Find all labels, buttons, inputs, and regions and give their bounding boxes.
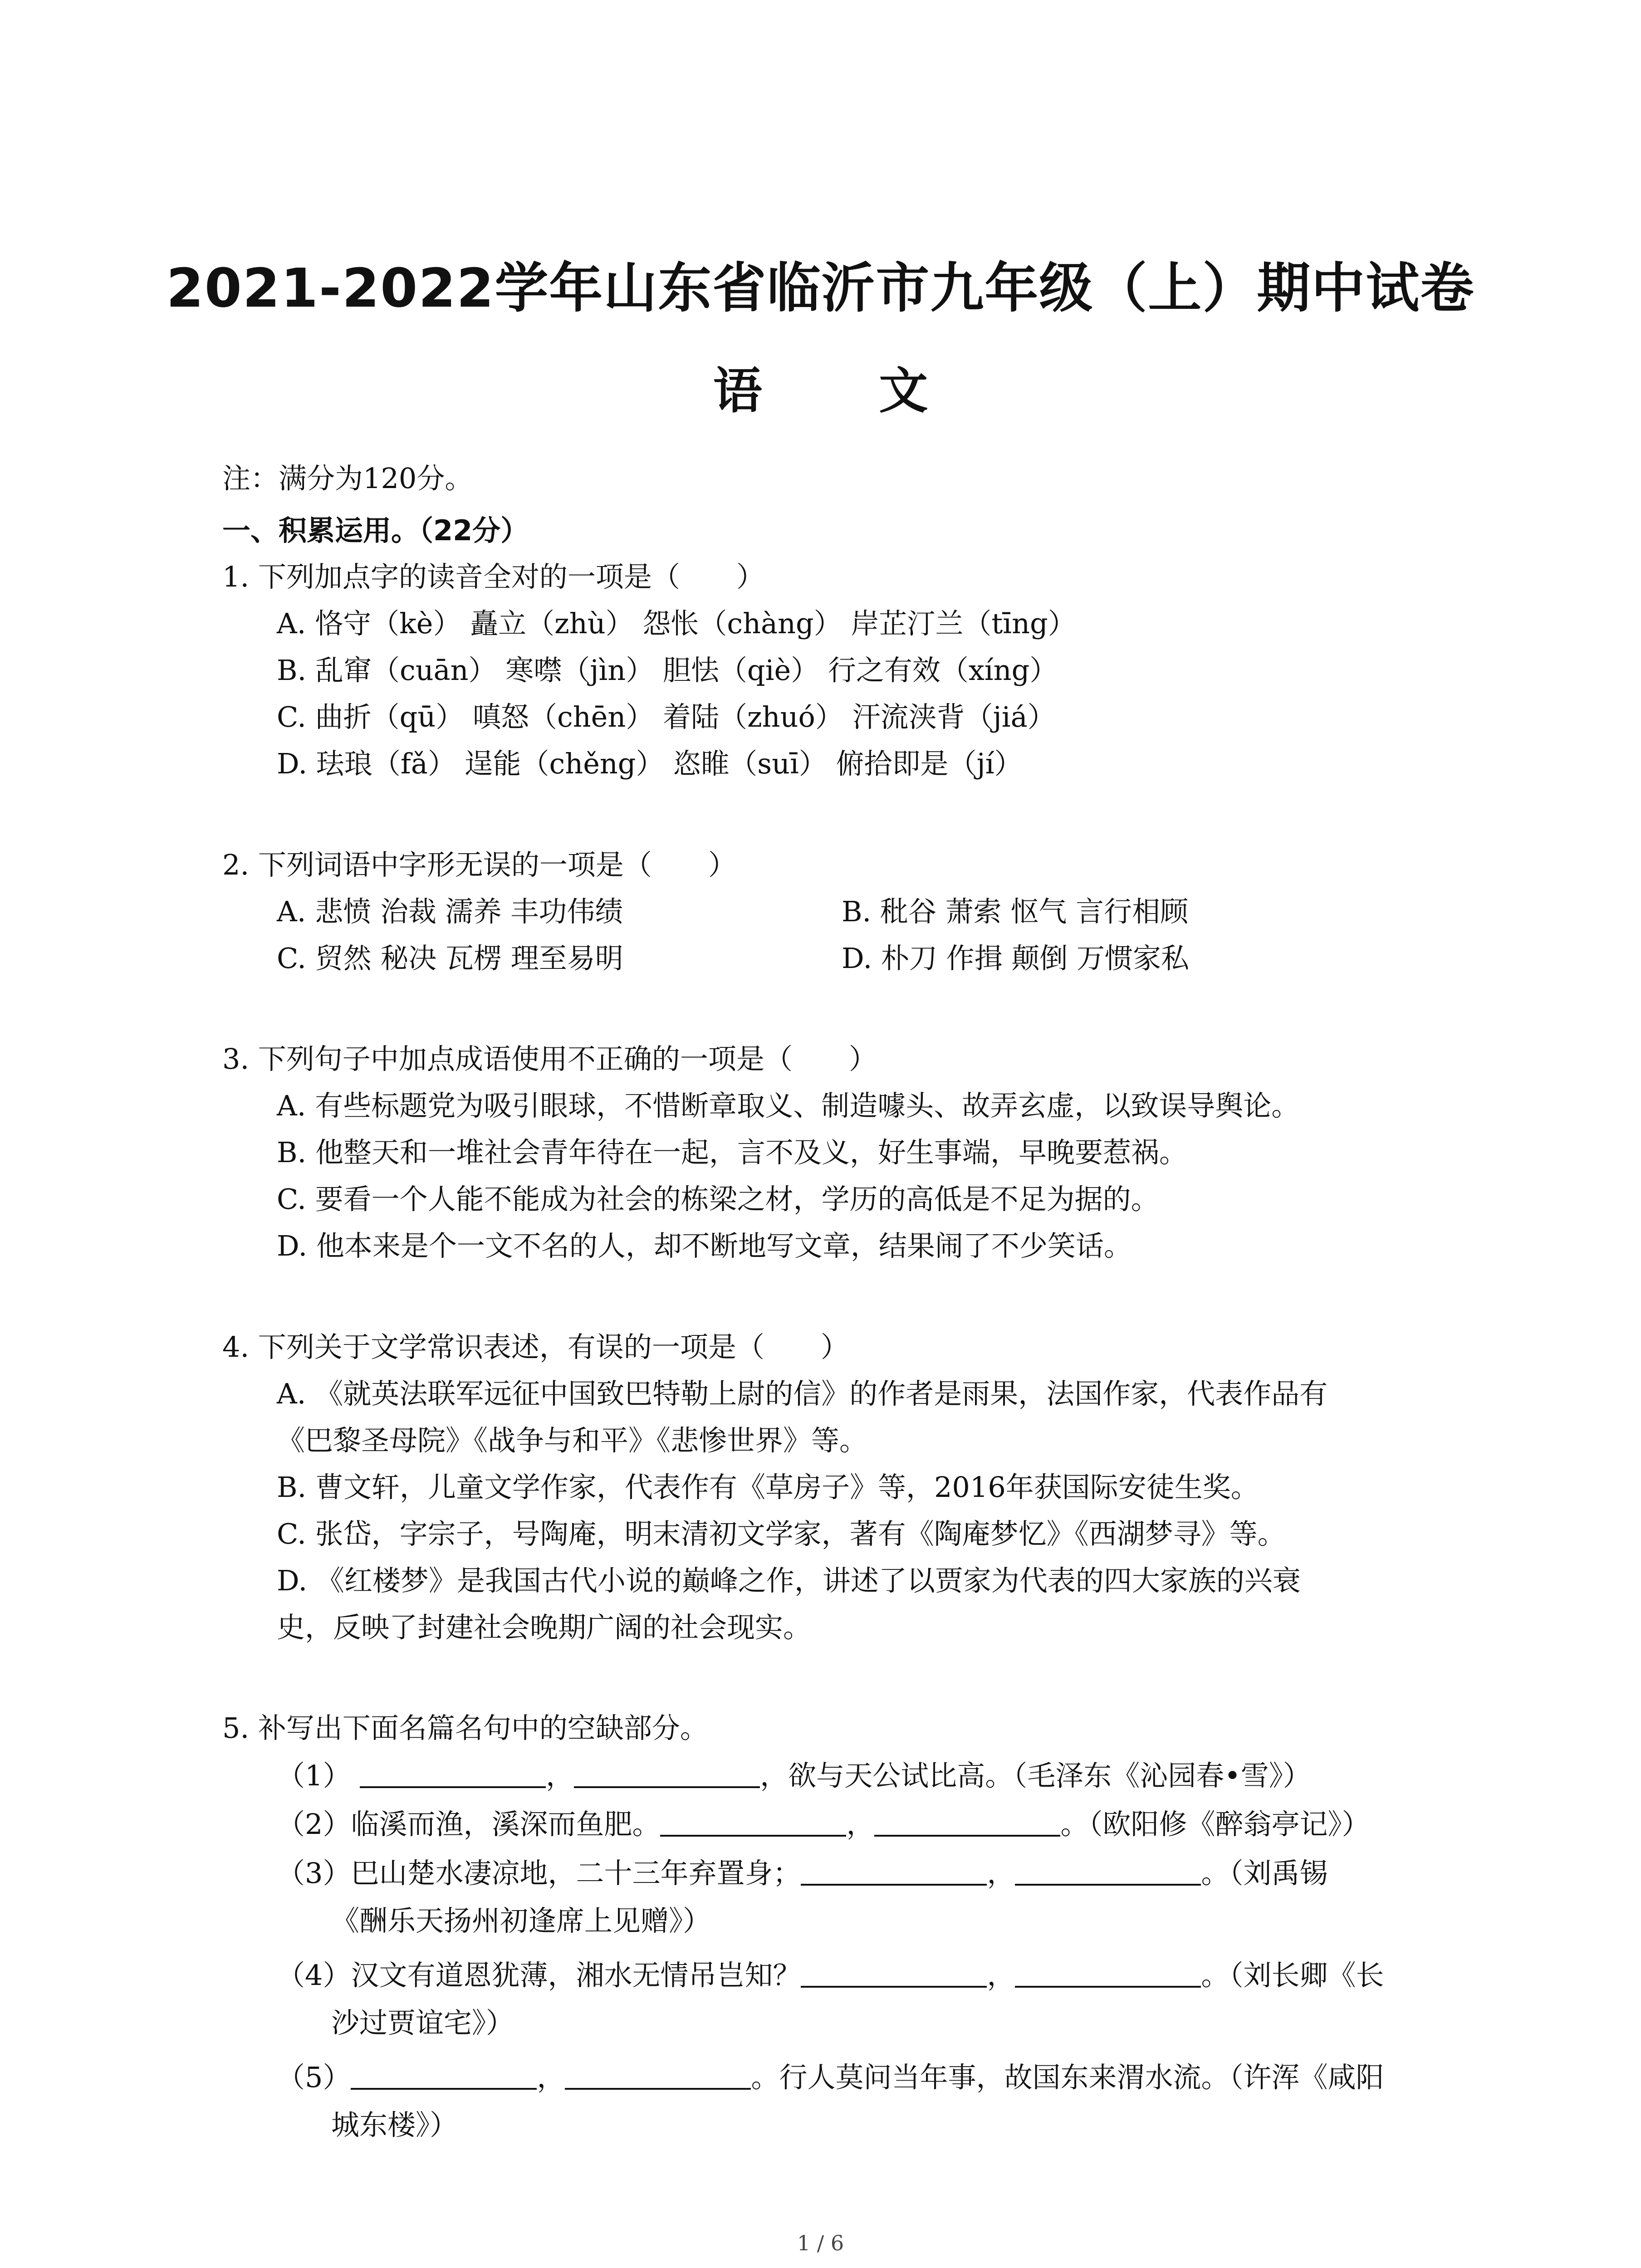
- fill-item-text: 。（刘禹锡: [1201, 1857, 1328, 1890]
- page-number: 1 / 6: [797, 2231, 844, 2255]
- answer-blank[interactable]: [360, 1761, 546, 1788]
- question-3-option-a: A. 有些标题党为吸引眼球，不惜断章取义、制造噱头、故弄玄虚，以致误导舆论。: [277, 1089, 1300, 1122]
- question-4-option-a: A. 《就英法联军远征中国致巴特勒上尉的信》的作者是雨果，法国作家，代表作品有: [277, 1377, 1328, 1410]
- answer-blank[interactable]: [801, 1858, 987, 1886]
- answer-blank[interactable]: [1015, 1858, 1201, 1886]
- answer-blank[interactable]: [660, 1809, 846, 1837]
- fill-item-text: 。（欧阳修《醉翁亭记》）: [1060, 1808, 1370, 1841]
- fill-item-prefix: 临溪而渔，溪深而鱼肥。: [351, 1808, 661, 1841]
- section-heading: 一、积累运用。（22分）: [222, 514, 529, 547]
- question-3-option-b: B. 他整天和一堆社会青年待在一起，言不及义，好生事端，早晚要惹祸。: [277, 1136, 1187, 1169]
- answer-blank[interactable]: [565, 2063, 751, 2090]
- question-4-option-c: C. 张岱，字宗子，号陶庵，明末清初文学家，著有《陶庵梦忆》《西湖梦寻》等。: [277, 1517, 1286, 1550]
- question-1-option-c: C. 曲折（qū） 嗔怒（chēn） 着陆（zhuó） 汗流浃背（jiá）: [277, 700, 1056, 733]
- question-2-option-a: A. 悲愤 治裁 濡养 丰功伟绩: [277, 895, 623, 928]
- fill-item-4: [277, 1953, 1384, 1993]
- question-2-option-b: B. 秕谷 萧索 怄气 言行相顾: [842, 895, 1189, 928]
- question-3-option-c: C. 要看一个人能不能成为社会的栋梁之材，学历的高低是不足为据的。: [277, 1183, 1159, 1216]
- question-4-option-b: B. 曹文轩，儿童文学作家，代表作有《草房子》等，2016年获国际安徒生奖。: [277, 1471, 1259, 1504]
- question-1-option-d: D. 珐琅（fǎ） 逞能（chěng） 恣睢（suī） 俯拾即是（jí）: [277, 747, 1023, 780]
- question-4-option-d: D. 《红楼梦》是我国古代小说的巅峰之作，讲述了以贾家为代表的四大家族的兴衰: [277, 1564, 1301, 1597]
- fill-item-3: [277, 1851, 1328, 1891]
- question-3-option-d: D. 他本来是个一文不名的人，却不断地写文章，结果闹了不少笑话。: [277, 1229, 1132, 1262]
- answer-blank[interactable]: [874, 1809, 1060, 1837]
- question-1-option-a: A. 恪守（kè） 矗立（zhù） 怨怅（chàng） 岸芷汀兰（tīng）: [277, 607, 1076, 640]
- fill-separator: ，: [537, 2061, 565, 2094]
- answer-blank[interactable]: [351, 2063, 537, 2090]
- fill-separator: ，: [987, 1857, 1015, 1890]
- fill-item-2: [277, 1802, 1370, 1842]
- fill-item-3-cont: 《酬乐天扬州初逢席上见赠》）: [331, 1904, 711, 1937]
- question-4-option-d-cont: 史，反映了封建社会晚期广阔的社会现实。: [277, 1611, 812, 1644]
- question-4-stem: 4. 下列关于文学常识表述，有误的一项是（ ）: [222, 1330, 849, 1364]
- answer-blank[interactable]: [574, 1761, 760, 1788]
- fill-item-prefix: 巴山楚水凄凉地，二十三年弃置身；: [351, 1857, 801, 1890]
- question-1-option-b: B. 乱窜（cuān） 寒噤（jìn） 胆怯（qiè） 行之有效（xíng）: [277, 654, 1058, 687]
- exam-title: 2021-2022学年山东省临沂市九年级（上）期中试卷: [166, 257, 1475, 319]
- subject-title: 语 文: [713, 363, 978, 420]
- fill-item-text: ，欲与天公试比高。（毛泽东《沁园春•雪》）: [760, 1759, 1311, 1792]
- answer-blank[interactable]: [1015, 1960, 1201, 1988]
- answer-blank[interactable]: [801, 1960, 987, 1988]
- fill-item-number: （5）: [277, 2061, 351, 2094]
- fill-item-5-cont: 城东楼》）: [331, 2108, 458, 2141]
- score-note: 注：满分为120分。: [222, 462, 473, 495]
- fill-separator: ，: [987, 1959, 1015, 1992]
- fill-separator: ，: [546, 1759, 574, 1792]
- fill-item-1: [277, 1753, 1311, 1794]
- fill-item-number: （3）: [277, 1857, 351, 1890]
- fill-item-number: （1）: [277, 1759, 351, 1792]
- question-2-option-d: D. 朴刀 作揖 颠倒 万惯家私: [842, 942, 1190, 975]
- fill-item-4-cont: 沙过贾谊宅》）: [331, 2006, 514, 2039]
- question-1-stem: 1. 下列加点字的读音全对的一项是（ ）: [222, 560, 764, 593]
- question-2-stem: 2. 下列词语中字形无误的一项是（ ）: [222, 848, 736, 881]
- fill-item-number: （4）: [277, 1959, 351, 1992]
- fill-separator: ，: [846, 1808, 875, 1841]
- question-3-stem: 3. 下列句子中加点成语使用不正确的一项是（ ）: [222, 1042, 877, 1075]
- question-4-option-a-cont: 《巴黎圣母院》《战争与和平》《悲惨世界》等。: [277, 1424, 868, 1457]
- question-5-stem: 5. 补写出下面名篇名句中的空缺部分。: [222, 1711, 708, 1745]
- fill-item-prefix: 汉文有道恩犹薄，湘水无情吊岂知？: [351, 1959, 801, 1992]
- fill-item-text: 。行人莫问当年事，故国东来渭水流。（许浑《咸阳: [751, 2061, 1384, 2094]
- fill-item-number: （2）: [277, 1808, 351, 1841]
- fill-item-5: [277, 2055, 1384, 2095]
- question-2-option-c: C. 贸然 秘决 瓦楞 理至易明: [277, 942, 623, 975]
- fill-item-text: 。（刘长卿《长: [1201, 1959, 1384, 1992]
